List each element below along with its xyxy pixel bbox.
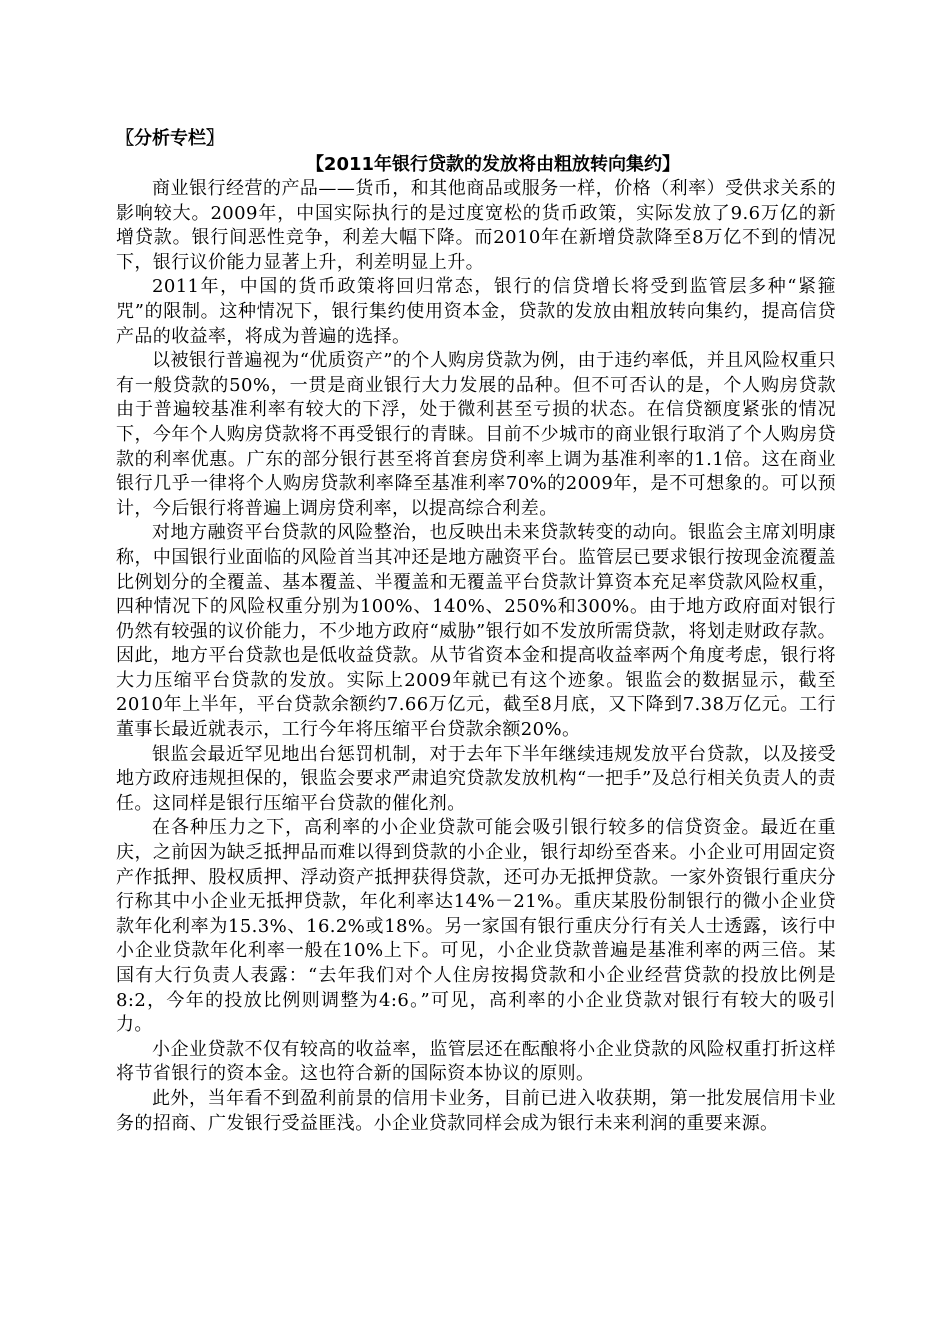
- paragraph-2: 2011年，中国的货币政策将回归常态，银行的信贷增长将受到监管层多种“紧箍咒”的限制。这种情况下，银行集约使用资本金，贷款的发放由粗放转向集约，提高信贷产品的收益率，将成为普遍的选择。: [116, 276, 836, 347]
- article-title: 【2011年银行贷款的发放将由粗放转向集约】: [305, 154, 681, 175]
- paragraph-5: 银监会最近罕见地出台惩罚机制，对于去年下半年继续违规发放平台贷款，以及接受地方政府违规担保的，银监会要求严肃追究贷款发放机构“一把手”及总行相关负责人的责任。这同样是银行压缩平台贷款的催化剂。: [116, 743, 836, 814]
- section-tag: 〖分析专栏〗: [116, 128, 224, 149]
- paragraph-8: 此外，当年看不到盈利前景的信用卡业务，目前已进入收获期，第一批发展信用卡业务的招商、广发银行受益匪浅。小企业贷款同样会成为银行未来利润的重要来源。: [116, 1087, 836, 1134]
- paragraph-7: 小企业贷款不仅有较高的收益率，监管层还在酝酿将小企业贷款的风险权重打折这样将节省银行的资本金。这也符合新的国际资本协议的原则。: [116, 1038, 836, 1085]
- paragraph-1: 商业银行经营的产品——货币，和其他商品或服务一样，价格（利率）受供求关系的影响较大。2009年，中国实际执行的是过度宽松的货币政策，实际发放了9.6万亿的新增贷款。银行间恶性竞争，利差大幅下降。而2010年在新增贷款降至8万亿不到的情况下，银行议价能力显著上升，利差明显上升。: [116, 178, 836, 273]
- paragraph-3: 以被银行普遍视为“优质资产”的个人购房贷款为例，由于违约率低，并且风险权重只有一般贷款的50%，一贯是商业银行大力发展的品种。但不可否认的是，个人购房贷款由于普遍较基准利率有较大的下浮，处于微利甚至亏损的状态。在信贷额度紧张的情况下，今年个人购房贷款将不再受银行的青睐。目前不少城市的商业银行取消了个人购房贷款的利率优惠。广东的部分银行甚至将首套房贷利率上调为基准利率的1.1倍。这在商业银行几乎一律将个人购房贷款利率降至基准利率70%的2009年，是不可想象的。可以预计，今后银行将普遍上调房贷利率，以提高综合利差。: [116, 350, 836, 519]
- paragraph-6: 在各种压力之下，高利率的小企业贷款可能会吸引银行较多的信贷资金。最近在重庆，之前因为缺乏抵押品而难以得到贷款的小企业，银行却纷至沓来。小企业可用固定资产作抵押、股权质押、浮动资产抵押获得贷款，还可办无抵押贷款。一家外资银行重庆分行称其中小企业无抵押贷款，年化利率达14%－21%。重庆某股份制银行的微小企业贷款年化利率为15.3%、16.2%或18%。另一家国有银行重庆分行有关人士透露，该行中小企业贷款年化利率一般在10%上下。可见，小企业贷款普遍是基准利率的两三倍。某国有大行负责人表露：“去年我们对个人住房按揭贷款和小企业经营贷款的投放比例是8:2，今年的投放比例则调整为4:6。”可见，高利率的小企业贷款对银行有较大的吸引力。: [116, 817, 836, 1036]
- paragraph-4: 对地方融资平台贷款的风险整治，也反映出未来贷款转变的动向。银监会主席刘明康称，中国银行业面临的风险首当其冲还是地方融资平台。监管层已要求银行按现金流覆盖比例划分的全覆盖、基本覆盖、半覆盖和无覆盖平台贷款计算资本充足率贷款风险权重，四种情况下的风险权重分别为100%、140%、250%和300%。由于地方政府面对银行仍然有较强的议价能力，不少地方政府“威胁”银行如不发放所需贷款，将划走财政存款。因此，地方平台贷款也是低收益贷款。从节省资本金和提高收益率两个角度考虑，银行将大力压缩平台贷款的发放。实际上2009年就已有这个迹象。银监会的数据显示，截至2010年上半年，平台贷款余额约7.66万亿元，截至8月底，又下降到7.38万亿元。工行董事长最近就表示，工行今年将压缩平台贷款余额20%。: [116, 522, 836, 741]
- article-body: [116, 126, 836, 1136]
